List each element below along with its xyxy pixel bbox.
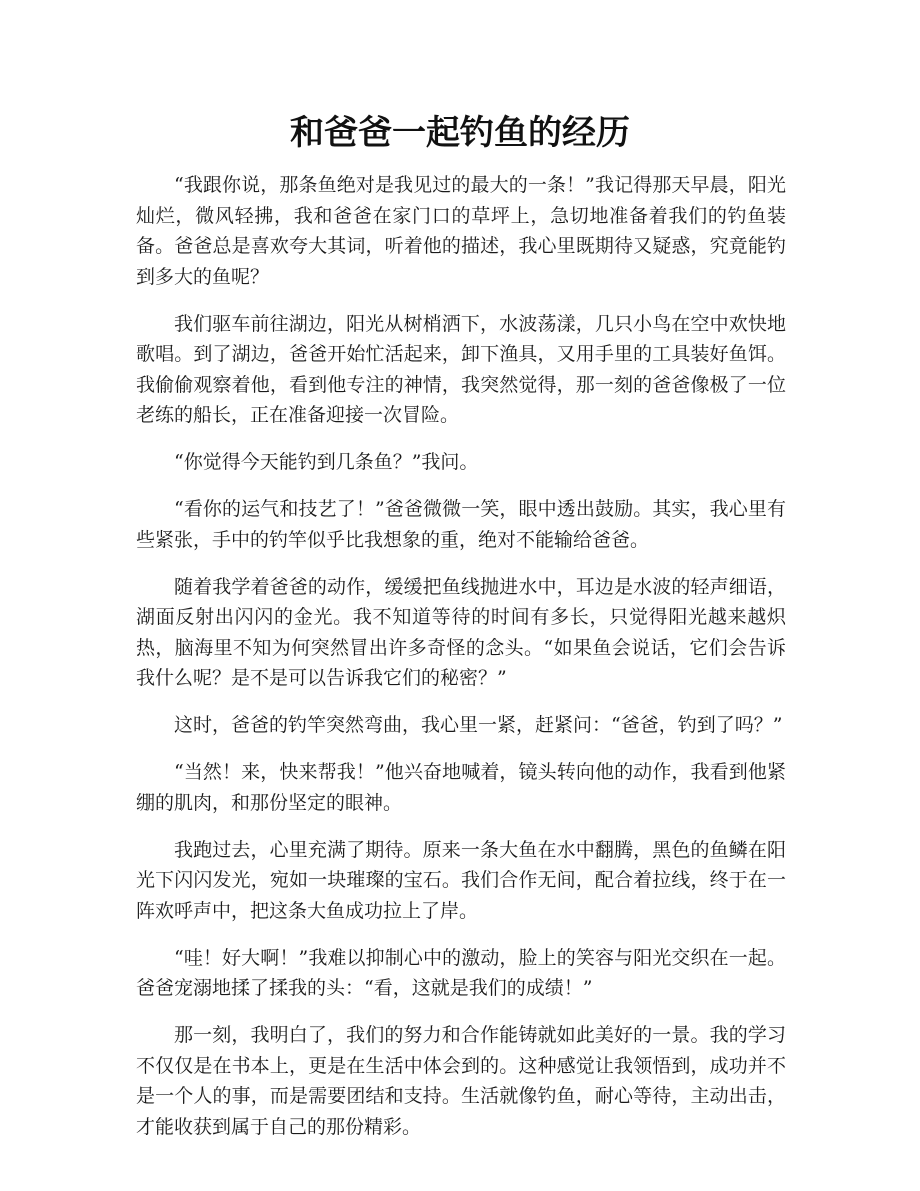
paragraph: “你觉得今天能钓到几条鱼？”我问。 xyxy=(174,451,479,473)
document-body xyxy=(136,170,786,1159)
document-title: 和爸爸一起钓鱼的经历 xyxy=(290,113,630,153)
paragraph: 我们驱车前往湖边，阳光从树梢洒下，水波荡漾，几只小鸟在空中欢快地歌唱。到了湖边，爸爸开始忙活起来，卸下渔具，又用手里的工具装好鱼饵。我偷偷观察着他，看到他专注的神情，我突然觉得，那一刻的爸爸像极了一位老练的船长，正在准备迎接一次冒险。 xyxy=(136,312,786,426)
paragraph: “哇！好大啊！”我难以抑制心中的激动，脸上的笑容与阳光交织在一起。爸爸宠溺地揉了揉我的头：“看，这就是我们的成绩！” xyxy=(136,946,786,999)
paragraph: “当然！来，快来帮我！”他兴奋地喊着，镜头转向他的动作，我看到他紧绷的肌肉，和那份坚定的眼神。 xyxy=(136,761,786,814)
paragraph: 这时，爸爸的钓竿突然弯曲，我心里一紧，赶紧问：“爸爸，钓到了吗？” xyxy=(174,714,783,736)
paragraph: 我跑过去，心里充满了期待。原来一条大鱼在水中翻腾，黑色的鱼鳞在阳光下闪闪发光，宛如一块璀璨的宝石。我们合作无间，配合着拉线，终于在一阵欢呼声中，把这条大鱼成功拉上了岸。 xyxy=(136,838,786,922)
paragraph: 那一刻，我明白了，我们的努力和合作能铸就如此美好的一景。我的学习不仅仅是在书本上，更是在生活中体会到的。这种感觉让我领悟到，成功并不是一个人的事，而是需要团结和支持。生活就像钓鱼，耐心等待，主动出击，才能收获到属于自己的那份精彩。 xyxy=(136,1024,786,1138)
paragraph: “我跟你说，那条鱼绝对是我见过的最大的一条！”我记得那天早晨，阳光灿烂，微风轻拂，我和爸爸在家门口的草坪上，急切地准备着我们的钓鱼装备。爸爸总是喜欢夸大其词，听着他的描述，我心里既期待又疑惑，究竟能钓到多大的鱼呢？ xyxy=(136,174,786,288)
paragraph: “看你的运气和技艺了！”爸爸微微一笑，眼中透出鼓励。其实，我心里有些紧张，手中的钓竿似乎比我想象的重，绝对不能输给爸爸。 xyxy=(136,498,786,551)
paragraph: 随着我学着爸爸的动作，缓缓把鱼线抛进水中，耳边是水波的轻声细语，湖面反射出闪闪的金光。我不知道等待的时间有多长，只觉得阳光越来越炽热，脑海里不知为何突然冒出许多奇怪的念头。“如果鱼会说话，它们会告诉我什么呢？是不是可以告诉我它们的秘密？” xyxy=(136,575,786,689)
